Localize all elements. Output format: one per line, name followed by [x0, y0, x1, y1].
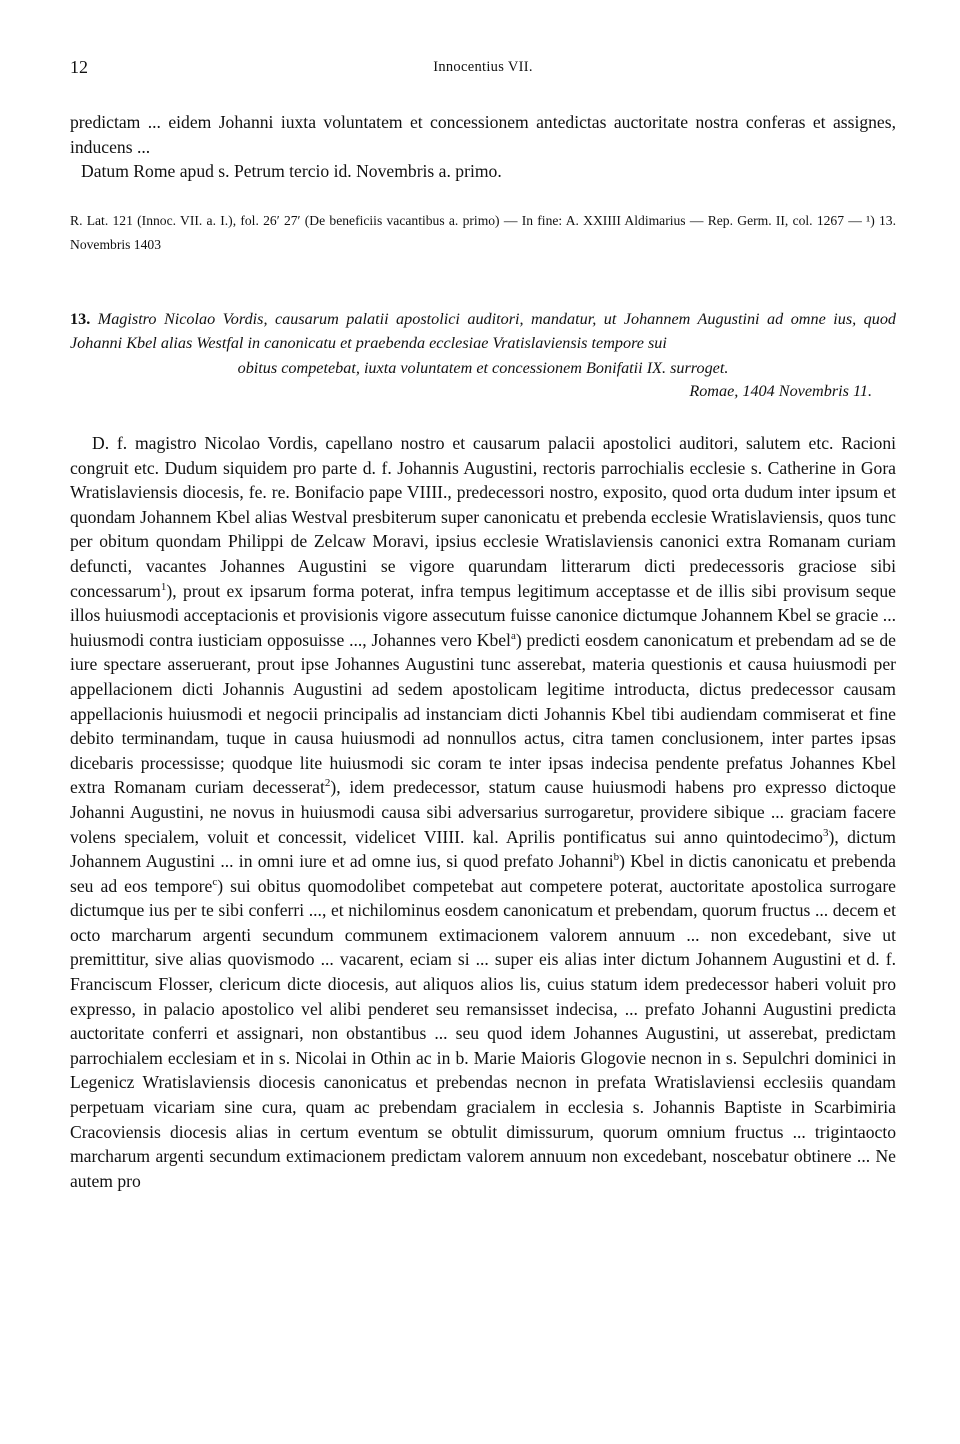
source-note: R. Lat. 121 (Innoc. VII. a. I.), fol. 26′ 27′ (De beneficiis vacantibus a. primo) — In fine: A. XXIIII Aldimarius — Rep. Germ. II, col. 1267 — ¹) 13. Novembris 1403	[70, 213, 896, 252]
body-text: D. f. magistro Nicolao Vordis, capellano nostro et causarum palacii apostolici auditori, salutem etc. Racioni congruit etc. Dudum siquidem pro parte d. f. Johannis Augustini, rectoris parrochialis ecclesie s. Catherine in Gora Wratislaviensis diocesis, fe. re. Bonifacio pape VIIII., predecessori nostro, exposito, quod orta dudum inter ipsum et quondam Johannem Kbel alias Westval presbiterum super canonicatu et prebenda ecclesie Wratislaviensis, quos tunc per obitum quondam Philippi de Zelcaw Moravi, ipsius ecclesie Wratislaviensis canonici extra Romanam curiam defuncti, vacantes Johannes Augustini se vigore quarundam litterarum dicti predecessoris graciose sibi concessarum	[70, 433, 896, 601]
footnote-marker: a	[510, 629, 516, 642]
regest-text: Magistro Nicolao Vordis, causarum palatii apostolici auditori, mandatur, ut Johannem Augustini ad omne ius, quod Johanni Kbel alias Westfal in canonicatu et praebenda ecclesiae Vratislaviensis tempore sui	[70, 310, 897, 353]
dateline: Romae, 1404 Novembris 11.	[689, 382, 872, 400]
previous-document-ending	[70, 110, 896, 184]
page-number: 12	[70, 57, 88, 77]
body-text: ) Kbel in dictis canonicatu et prebenda seu ad eos tempore	[70, 851, 896, 896]
footnote-marker: c	[212, 875, 218, 888]
footnote-marker: 2	[324, 777, 331, 790]
footnote-marker: 1	[160, 580, 167, 593]
body-paragraph	[70, 431, 896, 1193]
regest-text-last-line: obitus competebat, iuxta voluntatem et concessionem Bonifatii IX. surroget.	[237, 358, 729, 377]
datum-line: Datum Rome apud s. Petrum tercio id. Novembris a. primo.	[81, 161, 502, 182]
document-body	[70, 431, 896, 1193]
previous-document-text: predictam ... eidem Johanni iuxta voluntatem et concessionem antedictas auctoritate nostra conferas et assignes, inducens ...	[70, 112, 896, 157]
body-text: ), idem predecessor, statum cause huiusmodi habens pro expresso dictoque Johanni Augustini, ne novus in huiusmodi causa sibi adversarius surrogaretur, providere sibique ... graciam facere volens specialem, voluit et concessit, videlicet VIIII. kal. Aprilis pontificatus sui anno quintodecimo	[70, 777, 896, 847]
document-regest	[70, 307, 896, 380]
body-text: ) sui obitus quomodolibet competebat aut competere poterat, auctoritate apostolica surrogare dictumque ius per te sibi conferri ..., et nichilominus eosdem canonicatum et prebendam, quorum fructus ... decem et octo marcharum argenti secundum communem extimacionem valorem annuum ... non excedebant, sive ut premittitur, sive alias quovismodo ... vacarent, eciam si ... super eis alias inter dictum Johannem Augustini et d. f. Franciscum Flosser, clericum dicte diocesis, aut aliquos alios lis, cuius statum idem predecessor haberi voluit pro expresso, in palacio apostolico vel alibi penderet seu remansisset indecisa, ... prefato Johanni Augustini predicta auctoritate conferri et assignari, non obstantibus ... seu quod idem Johannes Augustini, ut asserebat, predictam parrochialem ecclesiam et in s. Nicolai in Othin ac in b. Marie Maioris Glogovie necnon in s. Sepulchri dominici in Legenicz Wratislaviensis diocesis canonicatus et prebendas necnon in prefata Wratislaviensi ecclesiis quandam perpetuam vicariam sine cura, quam ac prebendam gracialem in ecclesia s. Johannis Baptiste in Scarbimiria Cracoviensis diocesis alias in certum eventum se obtulit dimissurum, quorum omnium fructus ... trigintaocto marcharum argenti secundum extimacionem predictam valorem annuum non excedebant, noscebatur obtinere ... Ne autem pro	[70, 875, 896, 1191]
body-text: ), dictum Johannem Augustini ... in omni iure et ad omne ius, si quod prefato Johanni	[70, 826, 896, 872]
running-title: Innocentius VII.	[433, 59, 533, 75]
footnote-marker: b	[613, 851, 620, 864]
document-number: 13.	[70, 310, 91, 328]
footnote-marker: 3	[822, 826, 829, 839]
body-text: ) predicti eosdem canonicatum et prebendam ad se de iure spectare asseruerant, prout ipse Johannes Augustini tunc asserebat, materia questionis et causa huiusmodi per appellacionem dicti Johannis Augustini ad sedem apostolicam legitime introducta, dictus predecessor causam appellacionis huiusmodi et negocii principalis ad instanciam dicti Johannis Kbel tibi audiendam commiserat et fine debito terminandam, tuque in causa huiusmodi ad nonnullos actus, citra tamen conclusionem, inter partes ipsas dicebaris processisse; quodque lite huiusmodi sic coram te inter ipsas indecisa pendente prefatus Johannes Kbel extra Romanam curiam decesserat	[70, 629, 896, 798]
page-header	[70, 57, 896, 81]
body-text: ), prout ex ipsarum forma poterat, infra tempus legitimum acceptasse et de illis sibi provisum seque illos huiusmodi acceptacionis et provisionis vigore assecutum fuisse canonice dictumque Johannem Kbel se gracie ... huiusmodi contra iusticiam opposuisse ..., Johannes vero Kbel	[70, 580, 896, 650]
